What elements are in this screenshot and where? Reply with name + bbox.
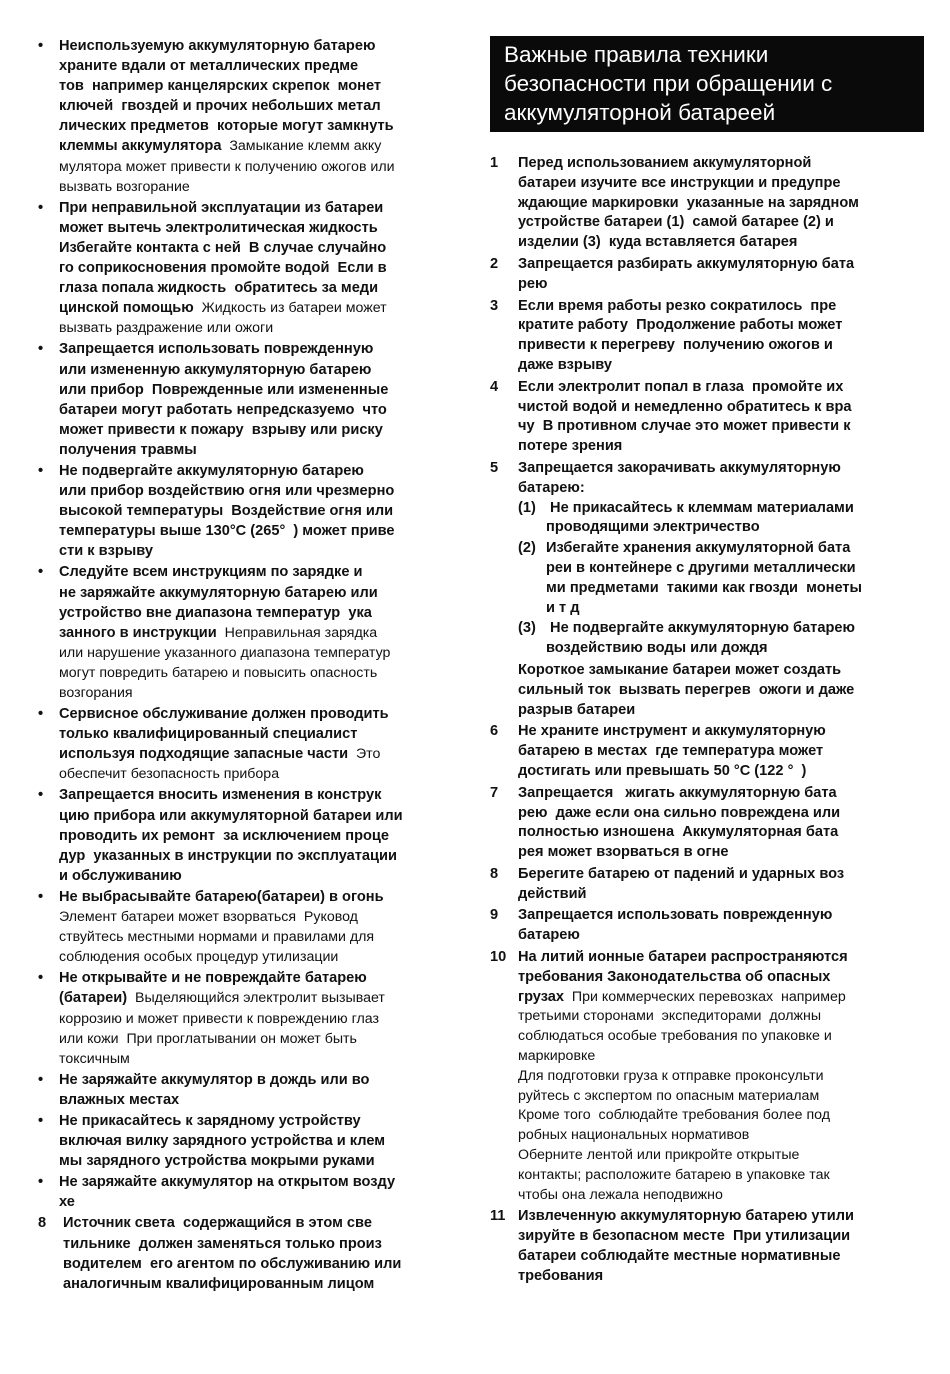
item-bold-line: Запрещается использовать поврежденную <box>59 341 374 358</box>
list-bullet: • <box>38 706 44 723</box>
item-bold-line <box>518 988 916 1008</box>
item-normal-line: маркировке <box>518 1048 596 1065</box>
item-bold-line: рею даже если она сильно повреждена или <box>518 804 841 821</box>
left-safety-list <box>38 36 464 1294</box>
sub-line: и т д <box>546 599 580 616</box>
item-bold-line: дур указанных в инструкции по эксплуатации <box>59 847 397 864</box>
item-bold-line: Не подвергайте аккумуляторную батарею <box>59 462 364 479</box>
item-number: 7 <box>490 784 499 801</box>
item-bold-line: Не выбрасывайте батарею(батареи) в огонь <box>59 888 384 905</box>
item-bold-line: батарею <box>518 927 580 944</box>
item-normal-line: контакты; расположите батарею в упаковке так <box>518 1166 830 1183</box>
list-bullet: • <box>38 38 44 54</box>
item-bold-line: высокой температуры Воздействие огня или <box>59 503 394 520</box>
item-number: 10 <box>490 949 507 966</box>
item-note <box>518 661 916 720</box>
sub-item <box>518 539 916 618</box>
item-normal-line: мулятора может привести к получению ожогов или <box>59 158 395 175</box>
item-bold-line: Запрещается вносить изменения в конструк <box>59 787 382 804</box>
item-normal-line: возгорания <box>59 685 133 701</box>
item-bold-line: ключей гвоздей и прочих небольших метал <box>59 98 381 115</box>
heading-line: безопасности при обращении с <box>504 71 833 96</box>
item-bold-line: Запрещается разбирать аккумуляторную бата <box>518 255 855 272</box>
item-bold-line: батарею: <box>518 479 585 496</box>
item-bold-line: Не открывайте и не повреждайте батарею <box>59 970 367 987</box>
item-bold-line: полностью изношена Аккумуляторная бата <box>518 824 839 841</box>
item-normal-text: Это <box>348 746 381 763</box>
right-safety-list <box>490 154 916 1287</box>
numbered-item <box>490 784 916 863</box>
item-bold-line: Не заряжайте аккумулятор на открытом возду <box>59 1174 396 1191</box>
item-bold-line: рею <box>518 275 548 292</box>
item-bold-line: может привести к пожару взрыву или риску <box>59 421 383 438</box>
item-bold-line: Запрещается использовать поврежденную <box>518 907 833 924</box>
item-bold-line: устройстве батареи (1) самой батарее (2) и <box>518 214 834 231</box>
list-item <box>38 461 464 561</box>
list-bullet: • <box>38 564 44 581</box>
numbered-item <box>490 297 916 376</box>
item-number: 1 <box>490 155 499 171</box>
list-item <box>38 198 464 339</box>
item-bold-line: водителем его агентом по обслуживанию или <box>59 1255 402 1272</box>
item-bold-line: Берегите батарею от падений и ударных воз <box>518 865 845 882</box>
item-bold-line: получения травмы <box>59 441 197 458</box>
item-bold-line: храните вдали от металлических предме <box>59 58 359 75</box>
item-number: 2 <box>490 255 499 272</box>
item-bold-line: Если электролит попал в глаза промойте их <box>518 378 844 395</box>
item-bold-text: грузах <box>518 988 565 1005</box>
item-bold-line: может вытечь электролитическая жидкость <box>59 219 378 236</box>
item-bold-line: батареи соблюдайте местные нормативные <box>518 1248 841 1265</box>
right-column <box>490 36 916 1289</box>
item-bold-line: достигать или превышать 50 °C (122 ° ) <box>518 762 807 779</box>
item-bold-line: го соприкосновения промойте водой Если в <box>59 260 387 277</box>
item-bold-line: Не храните инструмент и аккумуляторную <box>518 723 826 740</box>
heading-line: аккумуляторной батареей <box>504 100 776 125</box>
item-bold-line: Избегайте контакта с ней В случае случайно <box>59 239 387 256</box>
item-bold-text: цинской помощью <box>59 300 194 317</box>
item-bold-line: требования <box>518 1267 604 1284</box>
sub-item <box>518 499 916 539</box>
item-normal-line: чтобы она лежала неподвижно <box>518 1186 723 1203</box>
sub-line: проводящими электричество <box>546 519 760 536</box>
item-normal-line: третьими сторонами экспедиторами должны <box>518 1008 822 1025</box>
item-number: 3 <box>490 297 499 314</box>
item-normal-text: При коммерческих перевозках например <box>564 988 846 1005</box>
item-bold-text: клеммы аккумулятора <box>59 138 222 155</box>
list-bullet: • <box>38 341 44 358</box>
item-bold-text: (батареи) <box>59 990 128 1007</box>
item-bold-line: Запрещается закорачивать аккумуляторную <box>518 459 841 476</box>
section-heading <box>490 36 924 132</box>
heading-line: Важные правила техники <box>504 42 769 67</box>
numbered-item <box>490 865 916 905</box>
list-item <box>38 1213 464 1293</box>
item-bold-line: изделии (3) куда вставляется батарея <box>518 234 798 251</box>
item-bold-line: Если время работы резко сократилось пре <box>518 297 837 314</box>
item-normal-line: ствуйтесь местными нормами и правилами для <box>59 929 375 946</box>
item-bold-line: даже взрыву <box>518 356 613 373</box>
list-item <box>38 1111 464 1171</box>
list-item <box>38 1172 464 1212</box>
sub-line: Не прикасайтесь к клеммам материалами <box>546 499 854 516</box>
item-bold-line: температуры выше 130°C (265° ) может приве <box>59 523 395 540</box>
item-bold-line: потере зрения <box>518 438 623 455</box>
numbered-item <box>490 154 916 253</box>
item-number: 6 <box>490 723 499 740</box>
item-normal-text: Выделяющийся электролит вызывает <box>127 990 385 1007</box>
list-bullet: • <box>38 1071 44 1088</box>
item-normal-line: или нарушение указанного диапазона температур <box>59 644 391 661</box>
list-bullet: • <box>38 970 44 987</box>
item-bold-line: На литий ионные батареи распространяются <box>518 949 848 966</box>
item-bold-line: и обслуживанию <box>59 867 182 884</box>
item-normal-text: Жидкость из батареи может <box>193 300 387 317</box>
item-bold-line: батарею в местах где температура может <box>518 743 824 760</box>
sub-line: Избегайте хранения аккумуляторной бата <box>546 540 851 557</box>
item-bold-line: аналогичным квалифицированным лицом <box>59 1275 375 1292</box>
item-bold-line: Перед использованием аккумуляторной <box>518 155 812 171</box>
item-bold-line: чу В противном случае это может привести к <box>518 418 851 435</box>
item-bold-text: используя подходящие запасные части <box>59 746 349 763</box>
item-bold-line: При неправильной эксплуатации из батареи <box>59 199 384 216</box>
item-bold-line: рея может взорваться в огне <box>518 844 729 861</box>
item-bold-line: тов например канцелярских скрепок монет <box>59 78 382 95</box>
item-normal-line: соблюдаться особые требования по упаковке и <box>518 1028 832 1045</box>
list-bullet: 8 <box>38 1215 47 1232</box>
sub-line: Не подвергайте аккумуляторную батарею <box>546 620 855 637</box>
list-bullet: • <box>38 1112 44 1129</box>
item-normal-line: коррозию и может привести к повреждению глаз <box>59 1010 379 1027</box>
list-item <box>38 562 464 703</box>
item-bold-line: или измененную аккумуляторную батарею <box>59 361 372 378</box>
sub-number: (3) <box>518 620 536 637</box>
item-number: 8 <box>490 865 499 882</box>
item-bold-line: лических предметов которые могут замкнуть <box>59 118 394 135</box>
item-bold-line <box>59 298 464 318</box>
item-normal-line: вызвать возгорание <box>59 178 190 195</box>
item-number: 4 <box>490 378 499 395</box>
item-bold-line: сти к взрыву <box>59 543 153 560</box>
list-item <box>38 36 464 197</box>
item-bold-line: включая вилку зарядного устройства и клем <box>59 1133 386 1150</box>
list-item <box>38 339 464 460</box>
item-normal-line: обеспечит безопасность прибора <box>59 766 280 783</box>
list-item <box>38 1070 464 1110</box>
item-bold-line: Запрещается жигать аккумуляторную бата <box>518 784 837 801</box>
item-bold-line: Сервисное обслуживание должен проводить <box>59 706 389 723</box>
item-bold-line: устройство вне диапазона температур ука <box>59 604 372 621</box>
item-normal-line: Оберните лентой или прикройте открытые <box>518 1147 800 1164</box>
item-bold-line: влажных местах <box>59 1091 180 1108</box>
item-normal-line: токсичным <box>59 1050 130 1067</box>
item-bold-line: требования Законодательства об опасных <box>518 968 831 985</box>
numbered-item <box>490 948 916 1205</box>
item-normal-line: Элемент батареи может взорваться Руковод <box>59 909 358 926</box>
item-bold-line: Извлеченную аккумуляторную батарею утили <box>518 1208 854 1225</box>
numbered-item <box>490 906 916 946</box>
list-bullet: • <box>38 1174 44 1191</box>
sub-line: воздействию воды или дождя <box>546 640 768 657</box>
numbered-item <box>490 1207 916 1286</box>
sub-number: (1) <box>518 499 536 516</box>
item-bold-line: или прибор воздействию огня или чрезмерно <box>59 483 395 500</box>
item-normal-line: Кроме того соблюдайте требования более под <box>518 1107 831 1124</box>
list-bullet: • <box>38 462 44 479</box>
item-bold-line: Неиспользуемую аккумуляторную батарею <box>59 38 376 54</box>
item-bold-line: привести к перегреву получению ожогов и <box>518 337 833 354</box>
item-bold-line: Не заряжайте аккумулятор в дождь или во <box>59 1071 370 1088</box>
item-bold-line: зируйте в безопасном месте При утилизации <box>518 1228 851 1245</box>
item-bold-line <box>59 623 464 643</box>
item-normal-line: руйтесь с экспертом по опасным материалам <box>518 1087 820 1104</box>
item-bold-line: хе <box>59 1194 75 1211</box>
list-item <box>38 785 464 885</box>
item-bold-line: или прибор Поврежденные или измененные <box>59 381 389 398</box>
item-bold-line <box>59 744 464 764</box>
item-normal-line: Для подготовки груза к отправке проконсульти <box>518 1067 824 1084</box>
item-bold-line: чистой водой и немедленно обратитесь к вра <box>518 398 852 415</box>
item-normal-text: Замыкание клемм акку <box>221 138 382 155</box>
item-normal-line: или кожи При проглатывании он может быть <box>59 1030 357 1047</box>
item-bold-line: проводить их ремонт за исключением проце <box>59 827 389 844</box>
item-number: 11 <box>490 1208 506 1225</box>
item-normal-line: могут повредить батарею и повысить опасность <box>59 664 378 681</box>
item-bold-line <box>59 136 464 156</box>
item-bold-line: Следуйте всем инструкциям по зарядке и <box>59 564 363 581</box>
item-bold-line: батареи могут работать непредсказуемо что <box>59 401 387 418</box>
item-bold-line: цию прибора или аккумуляторной батареи или <box>59 807 403 824</box>
item-bold-line: тильнике должен заменяться только произ <box>59 1235 382 1252</box>
item-bold-line: кратите работу Продолжение работы может <box>518 317 843 334</box>
item-normal-line: вызвать раздражение или ожоги <box>59 320 274 337</box>
item-bold-line: батареи изучите все инструкции и предупре <box>518 174 841 191</box>
numbered-item <box>490 378 916 457</box>
item-bold-line: Источник света содержащийся в этом све <box>59 1215 372 1232</box>
item-normal-line: робных национальных нормативов <box>518 1127 750 1144</box>
item-bold-line: глаза попала жидкость обратитесь за меди <box>59 280 379 297</box>
sub-number: (2) <box>518 540 536 557</box>
note-line: сильный ток вызвать перегрев ожоги и даже <box>518 681 855 698</box>
numbered-item <box>490 255 916 295</box>
sub-list <box>518 499 916 659</box>
item-number: 5 <box>490 459 499 476</box>
list-item <box>38 968 464 1068</box>
item-bold-line: действий <box>518 885 587 902</box>
item-bold-line: только квалифицированный специалист <box>59 726 358 743</box>
item-bold-line: не заряжайте аккумуляторную батарею или <box>59 584 378 601</box>
sub-line: ми предметами такими как гвозди монеты <box>546 579 862 596</box>
left-column <box>38 36 464 1295</box>
item-bold-line: Не прикасайтесь к зарядному устройству <box>59 1112 361 1129</box>
item-bold-line <box>59 988 464 1008</box>
sub-line: реи в контейнере с другими металлически <box>546 559 856 576</box>
sub-item <box>518 619 916 659</box>
list-item <box>38 887 464 967</box>
item-normal-text: Неправильная зарядка <box>216 624 378 641</box>
note-line: разрыв батареи <box>518 701 636 718</box>
note-line: Короткое замыкание батареи может создать <box>518 661 842 678</box>
item-bold-line: ждающие маркировки указанные на зарядном <box>518 194 859 211</box>
item-bold-line: мы зарядного устройства мокрыми руками <box>59 1153 375 1170</box>
numbered-item <box>490 459 916 720</box>
numbered-item <box>490 722 916 781</box>
list-bullet: • <box>38 787 44 804</box>
item-normal-line: соблюдения особых процедур утилизации <box>59 949 339 966</box>
list-bullet: • <box>38 199 44 216</box>
list-item <box>38 704 464 784</box>
item-bold-text: занного в инструкции <box>59 624 217 641</box>
item-number: 9 <box>490 907 499 924</box>
list-bullet: • <box>38 888 44 905</box>
